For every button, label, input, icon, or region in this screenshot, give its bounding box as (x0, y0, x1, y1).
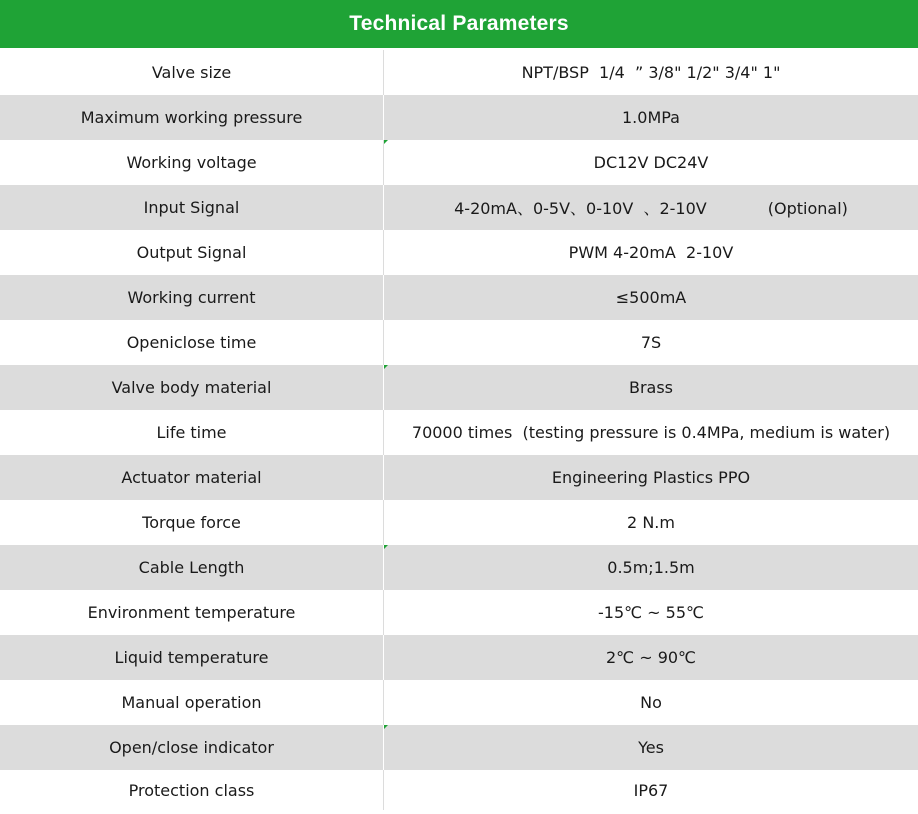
parameter-value: 4-20mA、0-5V、0-10V 、2-10V (Optional) (383, 185, 918, 230)
table-row (0, 680, 918, 725)
parameter-value: 7S (383, 320, 918, 365)
table-row (0, 410, 918, 455)
corner-mark-decoration (384, 140, 388, 144)
parameter-name: Input Signal (143, 198, 240, 217)
parameter-name: Life time (156, 423, 227, 442)
parameter-name: Working current (127, 288, 256, 307)
parameter-value: PWM 4-20mA 2-10V (383, 230, 918, 275)
parameter-name: Liquid temperature (114, 648, 269, 667)
page-title: Technical Parameters (349, 12, 569, 35)
parameter-value: -15℃ ~ 55℃ (383, 590, 918, 635)
parameter-value: Yes (383, 725, 918, 770)
corner-mark-decoration (384, 725, 388, 729)
parameter-name: Maximum working pressure (80, 108, 303, 127)
parameter-value: DC12V DC24V (383, 140, 918, 185)
parameter-name: Torque force (142, 513, 241, 532)
parameter-value: 0.5m;1.5m (383, 545, 918, 590)
table-row (0, 230, 918, 275)
parameter-name: Output Signal (136, 243, 247, 262)
table-row (0, 770, 918, 810)
table-row (0, 590, 918, 635)
table-row (0, 140, 918, 185)
parameter-value: Brass (383, 365, 918, 410)
parameter-name: Working voltage (126, 153, 257, 172)
table-row (0, 50, 918, 95)
table-row (0, 95, 918, 140)
parameter-name: Cable Length (138, 558, 245, 577)
table-row (0, 320, 918, 365)
table-header (0, 0, 918, 48)
parameter-name: Valve body material (111, 378, 272, 397)
parameter-value: 1.0MPa (383, 95, 918, 140)
parameter-name: Protection class (128, 780, 255, 800)
parameter-name: Manual operation (121, 693, 262, 712)
parameters-table (0, 50, 918, 810)
parameter-value: 2 N.m (383, 500, 918, 545)
table-row (0, 635, 918, 680)
parameter-value: No (383, 680, 918, 725)
parameter-value: Engineering Plastics PPO (383, 455, 918, 500)
table-row (0, 725, 918, 770)
parameter-value: NPT/BSP 1/4 ” 3/8" 1/2" 3/4" 1" (383, 50, 918, 95)
table-row (0, 365, 918, 410)
corner-mark-decoration (384, 545, 388, 549)
parameter-value: IP67 (383, 770, 918, 810)
table-row (0, 275, 918, 320)
corner-mark-decoration (384, 365, 388, 369)
parameter-name: Actuator material (121, 468, 262, 487)
parameter-name: Valve size (151, 63, 232, 82)
parameter-name: Openiclose time (126, 333, 257, 352)
table-row (0, 185, 918, 230)
table-row (0, 500, 918, 545)
parameter-value: ≤500mA (383, 275, 918, 320)
table-row (0, 545, 918, 590)
parameter-value: 2℃ ~ 90℃ (383, 635, 918, 680)
table-row (0, 455, 918, 500)
parameter-value: 70000 times (testing pressure is 0.4MPa, medium is water) (383, 410, 918, 455)
parameter-name: Environment temperature (87, 603, 296, 622)
parameter-name: Open/close indicator (109, 738, 274, 757)
